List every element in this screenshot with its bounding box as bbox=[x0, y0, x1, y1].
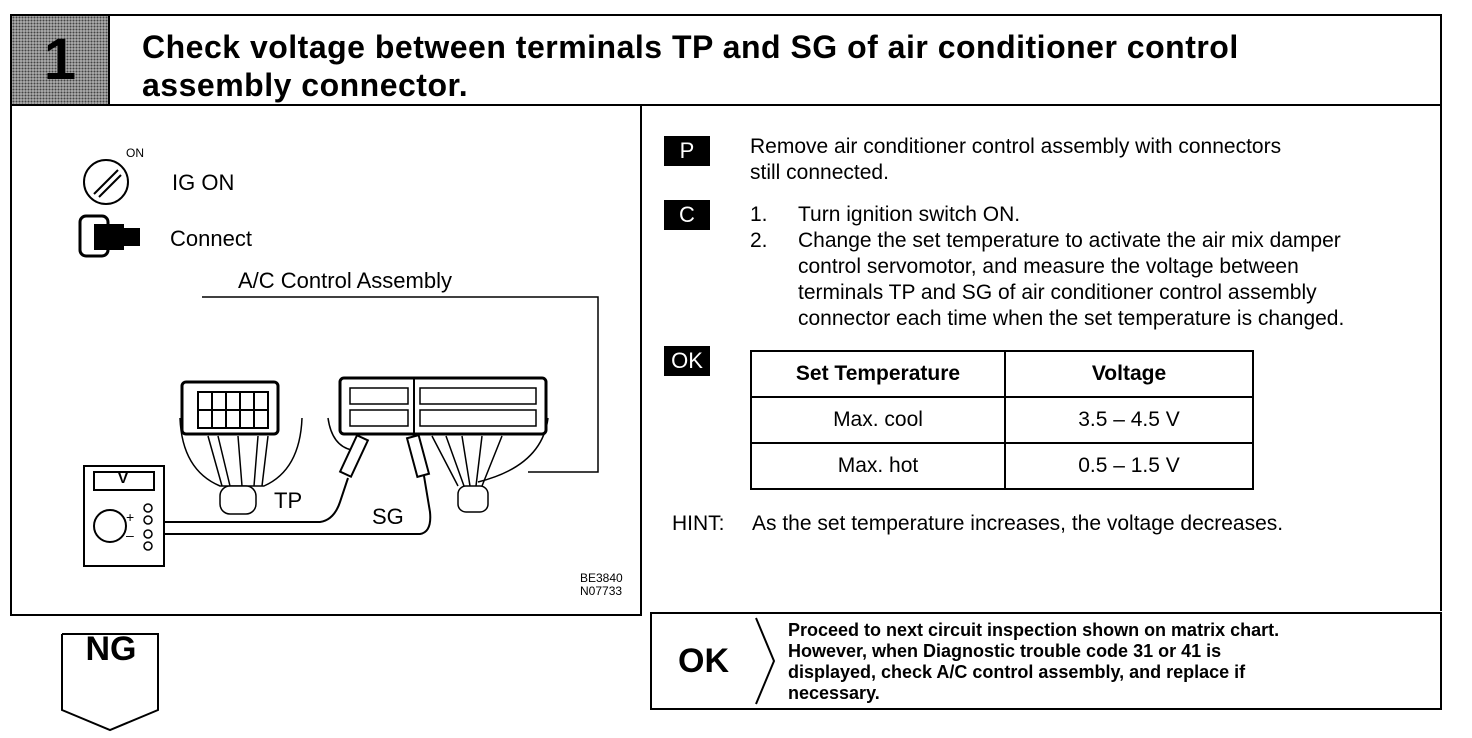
table-cell: Max. cool bbox=[751, 397, 1005, 443]
ok-result-box bbox=[650, 612, 1442, 710]
ref-code-2: N07733 bbox=[580, 584, 623, 598]
step-number: 2. bbox=[750, 229, 768, 252]
ref-code-1: BE3840 bbox=[580, 571, 623, 585]
sg-label: SG bbox=[372, 504, 404, 529]
diagram-panel bbox=[10, 106, 642, 616]
tp-label: TP bbox=[274, 488, 303, 513]
c-tag: C bbox=[664, 200, 710, 230]
p-text-line-1: Remove air conditioner control assembly with connectors bbox=[750, 135, 1282, 158]
step-header bbox=[10, 14, 1442, 106]
ok-result-text bbox=[788, 620, 1428, 704]
step-text-line: Change the set temperature to activate the air mix damper bbox=[798, 229, 1341, 252]
reference-codes bbox=[580, 572, 623, 598]
table-cell: Max. hot bbox=[751, 443, 1005, 489]
ok-line-3: displayed, check A/C control assembly, and replace if bbox=[788, 662, 1246, 682]
step-text: Turn ignition switch ON. bbox=[798, 203, 1021, 226]
ig-on-label: IG ON bbox=[172, 170, 235, 195]
assembly-label: A/C Control Assembly bbox=[238, 268, 452, 293]
voltage-table bbox=[750, 350, 1254, 490]
connect-label: Connect bbox=[170, 226, 252, 251]
step-text-line: terminals TP and SG of air conditioner control assembly bbox=[798, 281, 1317, 304]
table-cell: 0.5 – 1.5 V bbox=[1005, 443, 1253, 489]
svg-text:–: – bbox=[126, 527, 134, 543]
step-title bbox=[142, 28, 1422, 104]
table-header: Voltage bbox=[1005, 351, 1253, 397]
step-text-line: control servomotor, and measure the voltage between bbox=[798, 255, 1299, 278]
step-item bbox=[750, 202, 1430, 228]
p-tag: P bbox=[664, 136, 710, 166]
step-number: 1. bbox=[750, 203, 768, 226]
table-cell: 3.5 – 4.5 V bbox=[1005, 397, 1253, 443]
hint-label: HINT: bbox=[672, 512, 725, 535]
meter-label: V bbox=[118, 470, 129, 487]
p-text-line-2: still connected. bbox=[750, 161, 889, 184]
ok-line-2: However, when Diagnostic trouble code 31 or 41 is bbox=[788, 641, 1222, 661]
table-row bbox=[751, 397, 1253, 443]
ok-line-1: Proceed to next circuit inspection shown on matrix chart. bbox=[788, 620, 1280, 640]
p-instruction bbox=[750, 134, 1430, 186]
ok-result-label: OK bbox=[678, 642, 729, 680]
ok-tag: OK bbox=[664, 346, 710, 376]
svg-text:+: + bbox=[126, 509, 135, 525]
title-line-1: Check voltage between terminals TP and SG of air conditioner control bbox=[142, 29, 1239, 65]
hint-text: As the set temperature increases, the voltage decreases. bbox=[752, 512, 1284, 535]
table-row bbox=[751, 443, 1253, 489]
title-line-2: assembly connector. bbox=[142, 67, 469, 103]
step-text-line: connector each time when the set temperature is changed. bbox=[798, 307, 1345, 330]
wiring-diagram bbox=[12, 106, 640, 614]
step-item bbox=[750, 228, 1430, 332]
ok-line-4: necessary. bbox=[788, 683, 880, 703]
step-text bbox=[798, 228, 1344, 332]
procedure-panel bbox=[642, 106, 1442, 611]
table-header-row bbox=[751, 351, 1253, 397]
step-number-box bbox=[12, 16, 110, 104]
step-number: 1 bbox=[43, 27, 77, 92]
ng-result-label: NG bbox=[85, 630, 137, 668]
c-steps bbox=[750, 202, 1430, 332]
ig-on-small-label: ON bbox=[126, 146, 144, 160]
table-header: Set Temperature bbox=[751, 351, 1005, 397]
